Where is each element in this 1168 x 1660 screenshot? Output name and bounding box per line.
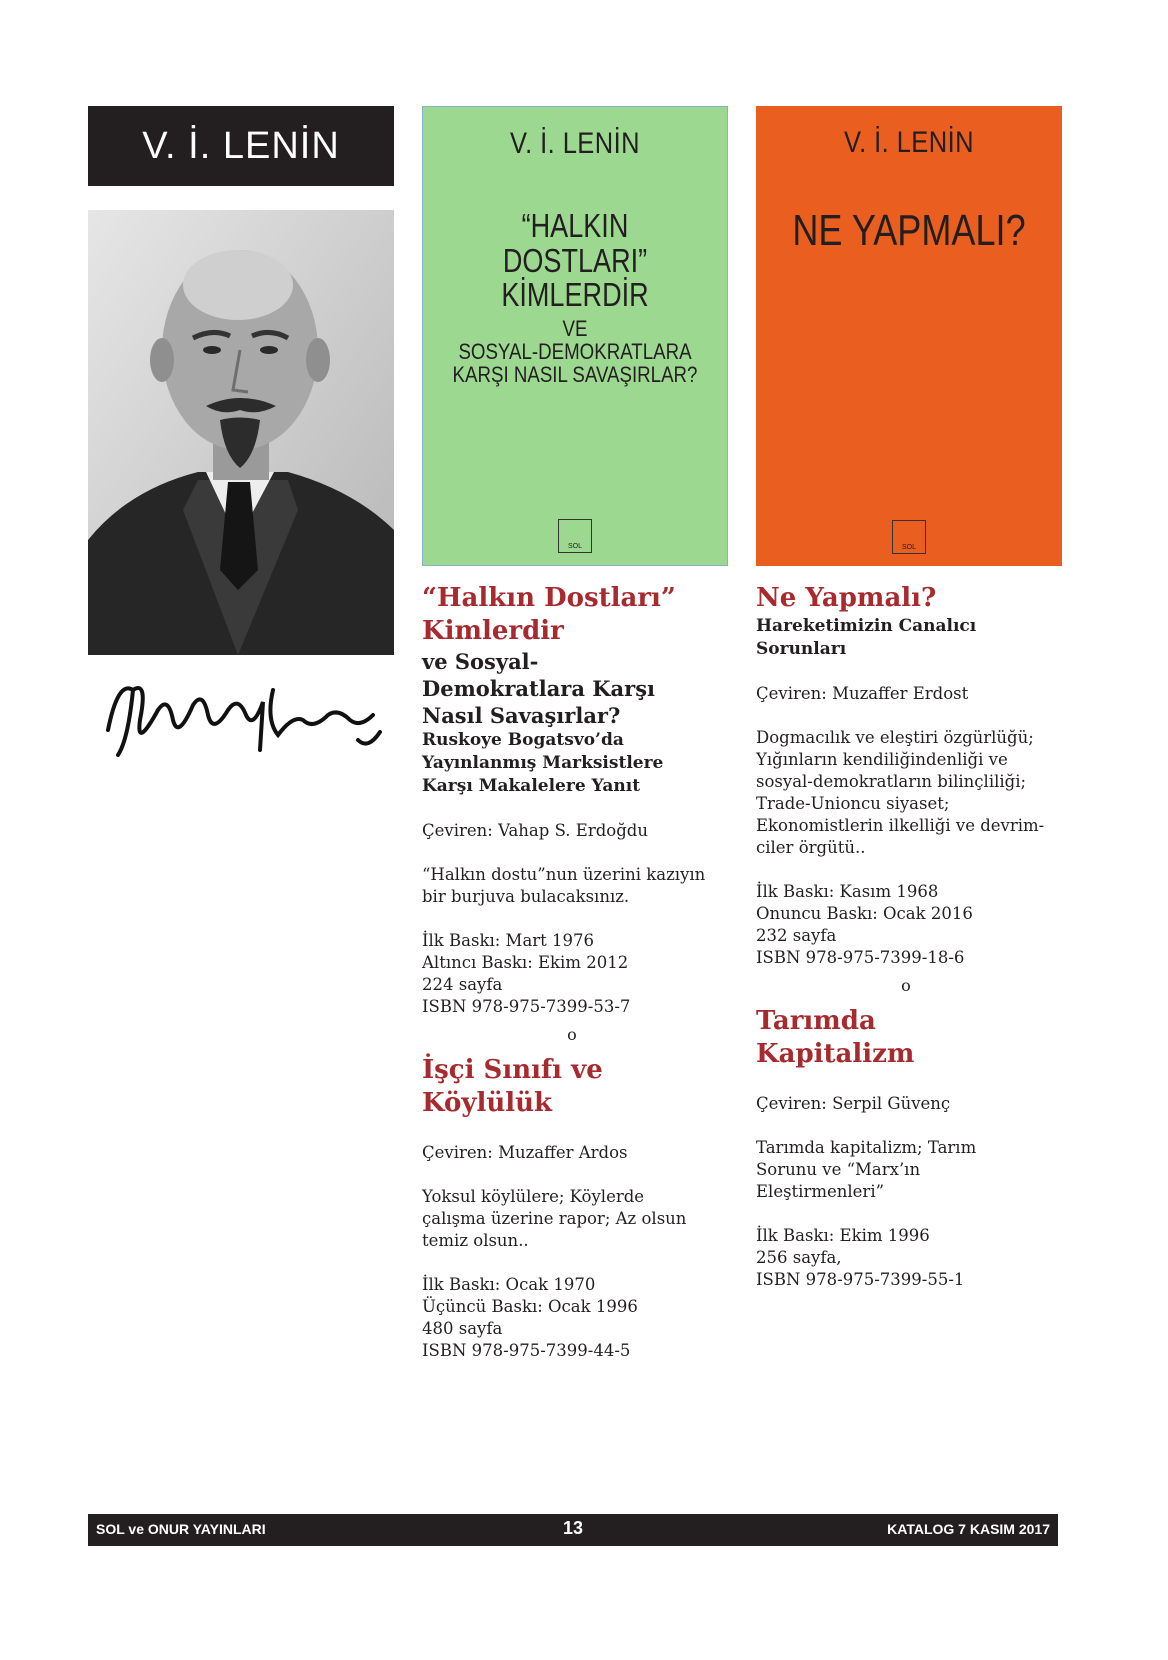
book-title-line: “Halkın Dostları”	[422, 583, 676, 613]
entry-separator: o	[901, 976, 911, 995]
book-cover-ne-yapmali	[756, 106, 1062, 566]
cover-author: V. İ. LENİN	[844, 126, 974, 159]
publisher-logo-text: SOL	[901, 544, 916, 551]
book-title-line: İşçi Sınıfı ve	[422, 1055, 603, 1085]
book-description-line: Eleştirmenleri”	[756, 1182, 885, 1201]
cover-author: V. İ. LENİN	[510, 127, 640, 160]
footer-publisher: SOL ve ONUR YAYINLARI	[96, 1521, 266, 1537]
book-translator: Çeviren: Muzaffer Ardos	[422, 1143, 628, 1162]
cover-title-line: KARŞI NASIL SAVAŞIRLAR?	[452, 362, 698, 388]
book-cover-halkin-dostlari	[422, 106, 728, 566]
book-info-line: Üçüncü Baskı: Ocak 1996	[422, 1297, 638, 1316]
book-subtitle-line: Demokratlara Karşı	[422, 676, 656, 701]
book-info-line: Onuncu Baskı: Ocak 2016	[756, 904, 973, 923]
book-info-line: ISBN 978-975-7399-18-6	[756, 948, 965, 967]
book-entry-ne-yapmali	[756, 582, 1056, 969]
book-entry-halkin-dostlari	[422, 582, 722, 1018]
cover-title-line: VE	[562, 315, 588, 341]
publisher-logo	[892, 520, 926, 554]
book-entry-isci-sinifi	[422, 1054, 722, 1362]
book-info-line: ISBN 978-975-7399-53-7	[422, 997, 631, 1016]
book-description-line: temiz olsun..	[422, 1231, 529, 1250]
book-title-line: Ne Yapmalı?	[756, 583, 937, 613]
book-description-line: Tarımda kapitalizm; Tarım	[756, 1138, 977, 1157]
book-info-line: Altıncı Baskı: Ekim 2012	[422, 953, 629, 972]
book-info-line: 256 sayfa,	[756, 1248, 842, 1267]
book-title-line: Kapitalizm	[756, 1039, 915, 1069]
book-title-line: Kimlerdir	[422, 616, 564, 646]
book-info-line: ISBN 978-975-7399-55-1	[756, 1270, 965, 1289]
cover-title-line: SOSYAL-DEMOKRATLARA	[458, 339, 692, 365]
book-translator: Çeviren: Muzaffer Erdost	[756, 684, 969, 703]
book-description-line: Ekonomistlerin ilkelliği ve devrim-	[756, 816, 1045, 835]
entry-separator: o	[567, 1025, 577, 1044]
cover-title-line: KİMLERDİR	[501, 276, 649, 314]
book-info-line: İlk Baskı: Kasım 1968	[756, 882, 939, 901]
book-entry-tarimda-kapitalizm	[756, 1005, 1056, 1291]
book-column-right	[756, 582, 1056, 1291]
book-title-line: Köylülük	[422, 1088, 553, 1118]
book-description-line: sosyal-demokratların bilinçliliği;	[756, 772, 1027, 791]
book-title-line: Tarımda	[756, 1006, 876, 1036]
book-subtitle-line: Ruskoye Bogatsvo’da	[422, 730, 624, 750]
book-info-line: İlk Baskı: Ekim 1996	[756, 1226, 930, 1245]
cover-title	[423, 209, 727, 386]
cover-title-line: “HALKIN DOSTLARI”	[502, 207, 648, 279]
book-info-line: İlk Baskı: Ocak 1970	[422, 1275, 596, 1294]
book-description-line: ciler örgütü..	[756, 838, 866, 857]
book-info-line: ISBN 978-975-7399-44-5	[422, 1341, 631, 1360]
book-info-line: İlk Baskı: Mart 1976	[422, 931, 595, 950]
author-header	[88, 106, 394, 186]
book-translator: Çeviren: Vahap S. Erdoğdu	[422, 821, 648, 840]
publisher-logo-text: SOL	[567, 543, 582, 550]
book-translator: Çeviren: Serpil Güvenç	[756, 1094, 951, 1113]
book-description-line: çalışma üzerine rapor; Az olsun	[422, 1209, 687, 1228]
author-signature	[88, 660, 394, 770]
cover-title: NE YAPMALI?	[792, 206, 1026, 255]
book-description-line: Yoksul köylülere; Köylerde	[422, 1187, 645, 1206]
author-name: V. İ. LENİN	[142, 124, 340, 167]
portrait-illustration	[88, 210, 394, 655]
book-info-line: 480 sayfa	[422, 1319, 503, 1338]
book-column-middle	[422, 582, 722, 1362]
book-info-line: 232 sayfa	[756, 926, 837, 945]
book-description-line: “Halkın dostu”nun üzerini kazıyın	[422, 865, 706, 884]
book-description-line: Sorunu ve “Marx’ın	[756, 1160, 921, 1179]
publisher-logo	[558, 519, 592, 553]
book-description-line: Dogmacılık ve eleştiri özgürlüğü;	[756, 728, 1034, 747]
book-subtitle-line: ve Sosyal-	[422, 649, 539, 674]
book-description-line: Yığınların kendiliğindenliği ve	[756, 750, 1008, 769]
book-info-line: 224 sayfa	[422, 975, 503, 994]
book-subtitle-line: Nasıl Savaşırlar?	[422, 703, 621, 728]
author-portrait	[88, 210, 394, 655]
book-description-line: Trade-Unioncu siyaset;	[756, 794, 950, 813]
book-subtitle-line: Yayınlanmış Marksistlere	[422, 753, 664, 773]
book-description-line: bir burjuva bulacaksınız.	[422, 887, 630, 906]
page-footer	[88, 1514, 1058, 1546]
book-subtitle-line: Karşı Makalelere Yanıt	[422, 776, 641, 796]
book-subtitle-line: Sorunları	[756, 639, 847, 659]
footer-catalog-date: KATALOG 7 KASIM 2017	[887, 1521, 1050, 1537]
book-subtitle-line: Hareketimizin Canalıcı	[756, 616, 977, 636]
page-number: 13	[562, 1518, 584, 1538]
